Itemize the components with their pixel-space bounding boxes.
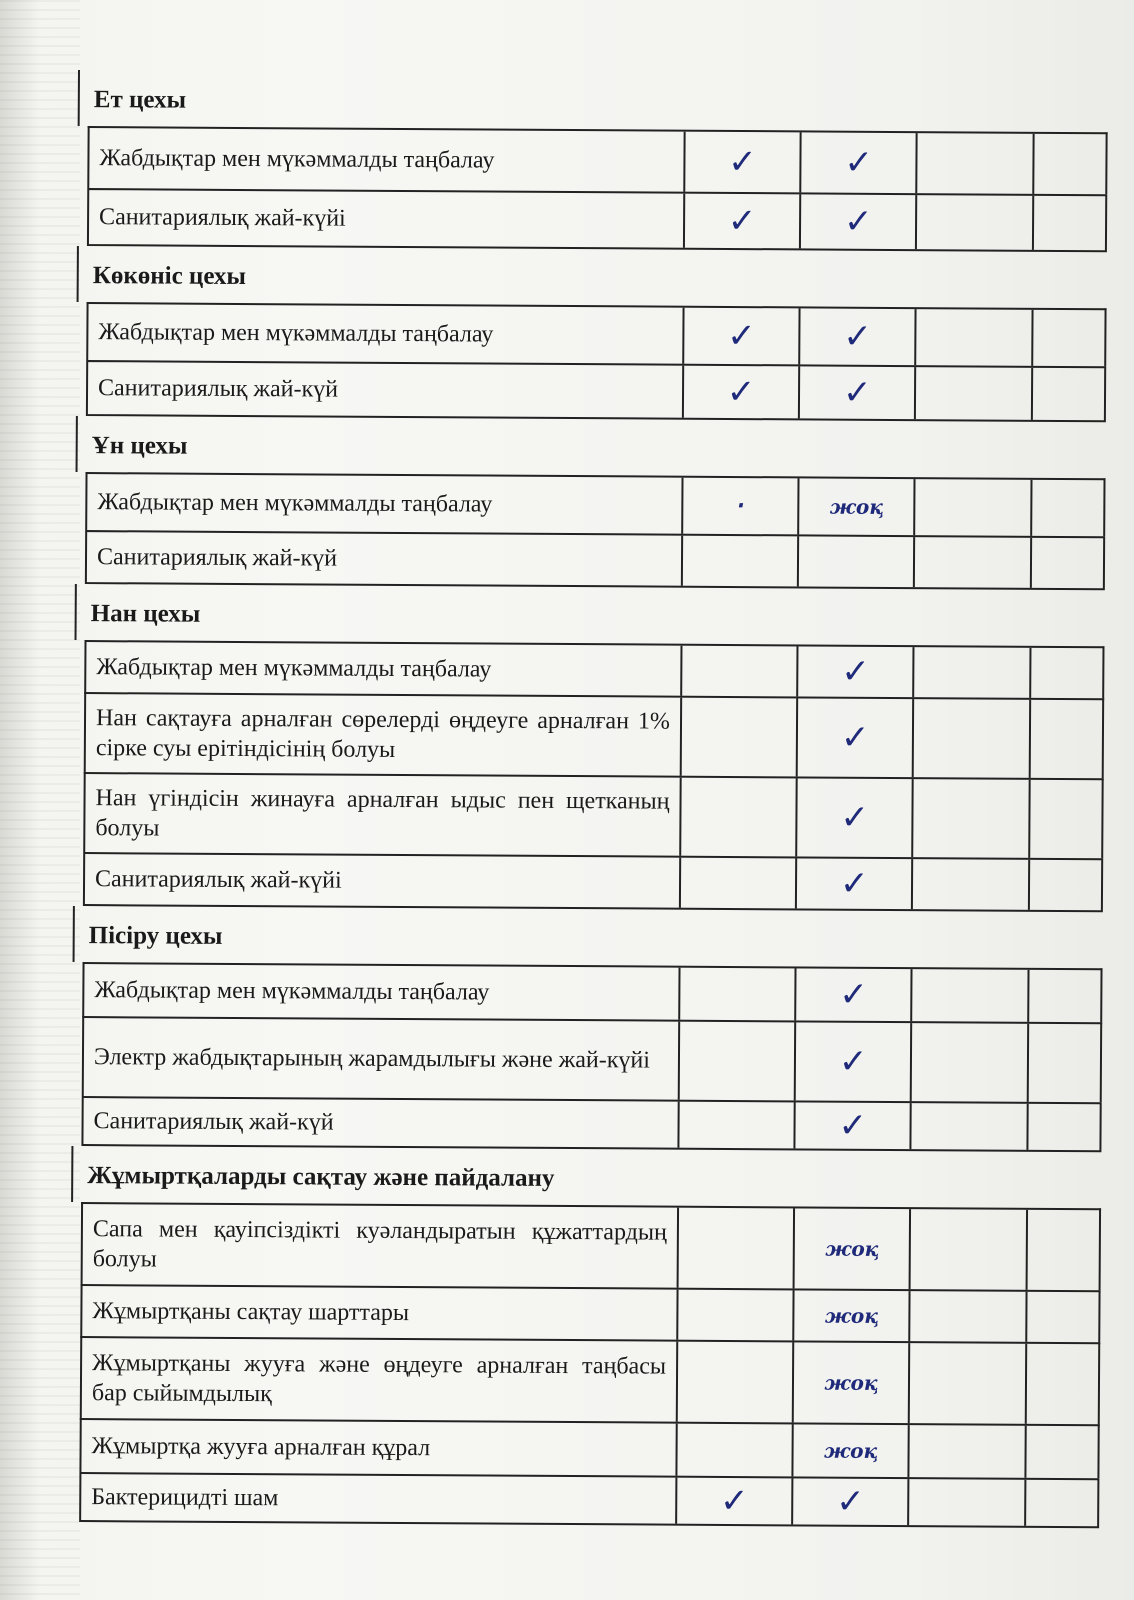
mark-cell[interactable] <box>679 1208 796 1289</box>
row-label: Санитариялық жай-күй <box>87 532 683 586</box>
mark-cell[interactable] <box>679 1102 795 1149</box>
section-table <box>76 302 1107 422</box>
section-title: Нан цехы <box>75 584 1105 646</box>
mark-cell[interactable]: жоқ <box>794 1342 911 1423</box>
row-label: Электр жабдықтарының жарамдылығы және жай-күйі <box>84 1018 680 1100</box>
mark-cell[interactable]: ✓ <box>677 1478 793 1525</box>
mark-cell[interactable]: ✓ <box>798 698 915 777</box>
mark-cell[interactable] <box>1026 1426 1098 1478</box>
mark-cell[interactable] <box>1027 1292 1099 1342</box>
mark-cell[interactable] <box>1026 1480 1098 1526</box>
section <box>77 70 1108 252</box>
mark-cell[interactable] <box>1029 860 1101 910</box>
mark-cell[interactable] <box>1030 700 1102 778</box>
mark-cell[interactable] <box>681 778 798 857</box>
mark-cell[interactable]: жоқ <box>794 1290 910 1341</box>
table-row <box>82 1016 1102 1102</box>
table-row <box>86 360 1106 422</box>
scan-margin-noise <box>0 0 80 1600</box>
row-label: Санитариялық жай-күй <box>83 1098 679 1148</box>
section-table <box>75 472 1106 590</box>
mark-cell[interactable]: ✓ <box>798 646 914 697</box>
table-row <box>84 640 1104 698</box>
mark-cell[interactable]: ✓ <box>796 1022 913 1101</box>
mark-cell[interactable] <box>917 195 1034 250</box>
mark-cell[interactable] <box>915 479 1032 536</box>
table-row <box>83 852 1103 912</box>
mark-cell[interactable]: ✓ <box>797 858 913 909</box>
mark-cell[interactable] <box>680 1022 797 1101</box>
table-row <box>84 692 1104 778</box>
mark-cell[interactable] <box>1031 538 1103 588</box>
mark-cell[interactable] <box>681 858 797 909</box>
mark-cell[interactable] <box>914 779 1031 858</box>
mark-cell[interactable] <box>911 1209 1028 1290</box>
section <box>73 584 1105 912</box>
mark-cell[interactable] <box>912 1103 1028 1150</box>
table-row <box>82 962 1102 1022</box>
mark-cell[interactable] <box>918 133 1035 194</box>
row-label: Нан сақтауға арналған сөрелерді өңдеуге арналған 1% сірке суы ерітіндісінің болуы <box>86 694 682 776</box>
table-row <box>79 1418 1099 1478</box>
mark-cell[interactable]: ✓ <box>801 132 918 193</box>
row-label: Санитариялық жай-күйі <box>85 854 681 908</box>
mark-cell[interactable] <box>1028 1024 1100 1102</box>
table-row <box>81 1096 1101 1152</box>
inspection-checklist <box>69 70 1108 1528</box>
row-label: Жұмыртқаны жууға және өңдеуге арналған таңбасы бар сыйымдылық <box>82 1338 678 1422</box>
mark-cell[interactable]: ✓ <box>797 778 914 857</box>
section <box>75 416 1106 590</box>
mark-cell[interactable]: ✓ <box>800 308 917 365</box>
mark-cell[interactable]: жоқ <box>795 1208 912 1289</box>
mark-cell[interactable] <box>682 698 799 777</box>
table-row <box>85 472 1105 536</box>
mark-cell[interactable] <box>917 309 1034 366</box>
mark-cell[interactable] <box>682 646 798 697</box>
row-label: Санитариялық жай-күйі <box>89 190 685 248</box>
mark-cell[interactable] <box>912 1023 1029 1102</box>
mark-cell[interactable] <box>915 537 1031 588</box>
mark-cell[interactable] <box>1027 1210 1099 1290</box>
section <box>69 1146 1101 1528</box>
mark-cell[interactable] <box>910 1343 1027 1424</box>
mark-cell[interactable]: ✓ <box>684 366 801 419</box>
mark-cell[interactable] <box>909 1479 1025 1526</box>
mark-cell[interactable]: ✓ <box>685 132 802 193</box>
row-label: Бактерицидті шам <box>81 1474 677 1524</box>
table-row <box>80 1284 1100 1342</box>
mark-cell[interactable] <box>1028 1104 1100 1150</box>
row-label: Санитариялық жай-күй <box>88 362 684 418</box>
row-label: Нан үгіндісін жинауға арналған ыдыс пен щетканың болуы <box>85 774 681 856</box>
mark-cell[interactable] <box>916 367 1033 420</box>
section-title: Көкөніс цехы <box>77 246 1107 308</box>
mark-cell[interactable] <box>678 1342 795 1423</box>
section-title: Ұн цехы <box>76 416 1106 478</box>
mark-cell[interactable]: ✓ <box>801 194 918 249</box>
table-row <box>80 1336 1100 1424</box>
table-row <box>86 302 1106 366</box>
mark-cell[interactable]: ✓ <box>684 308 801 365</box>
mark-cell[interactable] <box>1032 368 1104 420</box>
mark-cell[interactable]: жоқ <box>799 478 916 535</box>
table-row <box>83 772 1103 858</box>
row-label: Жабдықтар мен мүкәммалды таңбалау <box>86 642 682 696</box>
section-title: Жұмыртқаларды сақтау және пайдалану <box>71 1146 1101 1208</box>
table-row <box>79 1472 1099 1528</box>
mark-cell[interactable] <box>911 1291 1027 1342</box>
mark-cell[interactable] <box>1033 310 1105 366</box>
section-table <box>73 640 1105 912</box>
mark-cell[interactable] <box>910 1425 1027 1478</box>
row-label: Жабдықтар мен мүкәммалды таңбалау <box>88 304 684 364</box>
mark-cell[interactable] <box>1029 970 1101 1022</box>
mark-cell[interactable] <box>680 968 797 1021</box>
mark-cell[interactable] <box>914 647 1030 698</box>
mark-cell[interactable]: · <box>683 478 800 535</box>
mark-cell[interactable] <box>1033 196 1105 250</box>
mark-cell[interactable] <box>1031 648 1103 698</box>
mark-cell[interactable] <box>913 969 1030 1022</box>
row-label: Жұмыртқаны сақтау шарттары <box>82 1286 678 1340</box>
row-label: Жабдықтар мен мүкәммалды таңбалау <box>84 964 680 1020</box>
table-row <box>85 530 1105 590</box>
mark-cell[interactable]: ✓ <box>685 194 802 249</box>
section-title: Пісіру цехы <box>73 906 1103 968</box>
section-table <box>71 962 1102 1152</box>
section-title: Ет цехы <box>78 70 1108 132</box>
row-label: Жұмыртқа жууға арналған құрал <box>81 1420 677 1476</box>
section <box>71 906 1102 1152</box>
mark-cell[interactable]: ✓ <box>796 968 913 1021</box>
mark-cell[interactable] <box>1030 780 1102 858</box>
mark-cell[interactable]: жоқ <box>794 1424 911 1477</box>
mark-cell[interactable]: ✓ <box>796 1102 912 1149</box>
mark-cell[interactable] <box>677 1424 794 1477</box>
table-row <box>87 188 1107 252</box>
mark-cell[interactable] <box>913 859 1029 910</box>
mark-cell[interactable]: ✓ <box>793 1478 909 1525</box>
table-row <box>87 126 1107 194</box>
mark-cell[interactable]: ✓ <box>800 366 917 419</box>
mark-cell[interactable] <box>1034 134 1106 194</box>
row-label: Жабдықтар мен мүкәммалды таңбалау <box>87 474 683 534</box>
mark-cell[interactable] <box>678 1290 794 1341</box>
section <box>76 246 1107 422</box>
row-label: Сапа мен қауіпсіздікті куәландыратын құжаттардың болуы <box>83 1204 679 1288</box>
table-row <box>81 1202 1101 1290</box>
section-table <box>77 126 1108 252</box>
mark-cell[interactable] <box>799 536 915 587</box>
mark-cell[interactable] <box>683 536 799 587</box>
mark-cell[interactable] <box>914 699 1031 778</box>
mark-cell[interactable] <box>1026 1344 1098 1424</box>
mark-cell[interactable] <box>1032 480 1104 536</box>
row-label: Жабдықтар мен мүкәммалды таңбалау <box>89 128 685 192</box>
section-table <box>69 1202 1101 1528</box>
